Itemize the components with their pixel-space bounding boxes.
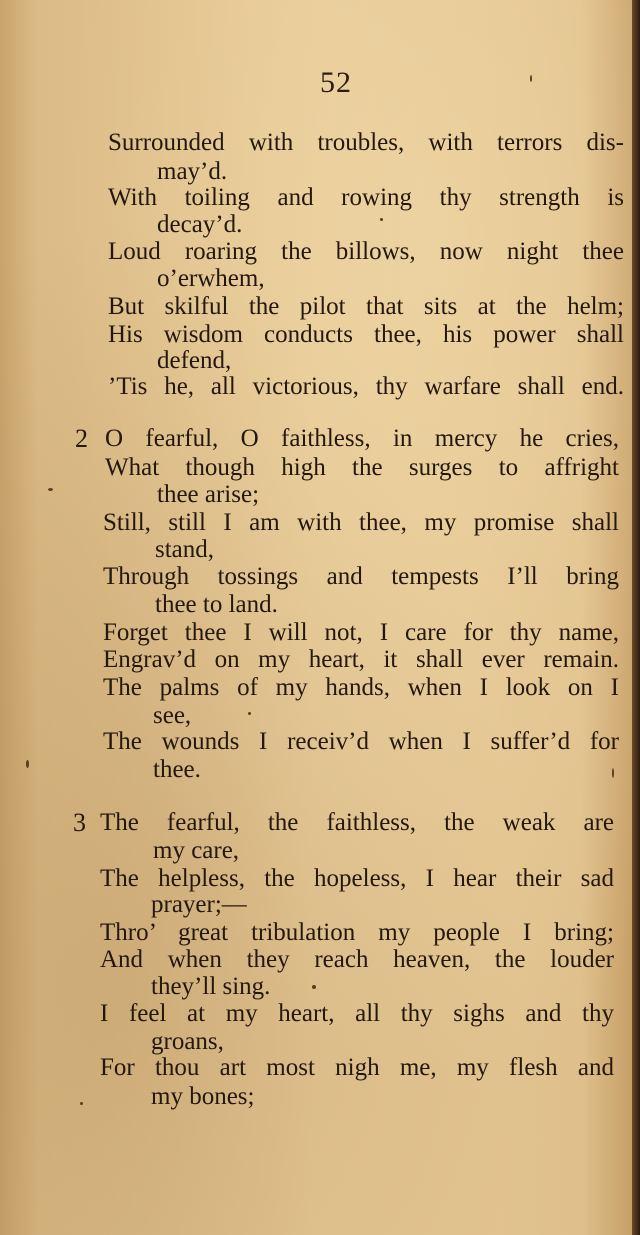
verse-line: they’ll sing. <box>151 973 271 1000</box>
verse-line: His wisdom conducts thee, his power shall <box>108 321 624 348</box>
verse-line: Through tossings and tempests I’ll bring <box>103 563 619 590</box>
paper-speck <box>48 488 53 491</box>
paper-speck <box>530 75 532 82</box>
verse-line: thee to land. <box>155 591 278 618</box>
verse-line: And when they reach heaven, the louder <box>100 946 614 973</box>
verse-line: I feel at my heart, all thy sighs and thy <box>100 1000 614 1027</box>
verse-line: groans, <box>151 1028 224 1055</box>
verse-line: For thou art most nigh me, my flesh and <box>100 1054 614 1081</box>
verse-line: Still, still I am with thee, my promise shall <box>103 509 619 536</box>
paper-speck <box>248 712 251 715</box>
verse-number: 2 <box>75 424 88 453</box>
verse-line: defend, <box>157 347 232 374</box>
verse-line: my bones; <box>151 1083 255 1110</box>
page-edge <box>632 0 640 1235</box>
verse-line: The palms of my hands, when I look on I <box>103 674 619 701</box>
verse-line: Loud roaring the billows, now night thee <box>108 238 624 265</box>
paper-speck <box>612 768 614 778</box>
paper-speck <box>80 1102 83 1105</box>
verse-line: stand, <box>155 536 215 563</box>
verse-line: thee. <box>153 756 201 783</box>
verse-line: What though high the surges to affright <box>105 454 619 481</box>
verse-line: O fearful, O faithless, in mercy he cries, <box>105 425 619 452</box>
verse-line: With toiling and rowing thy strength is <box>108 184 624 211</box>
verse-line: The helpless, the hopeless, I hear their sad <box>100 865 614 892</box>
paper-speck <box>380 218 383 221</box>
verse-line: Thro’ great tribulation my people I bring; <box>100 919 614 946</box>
verse-line: Engrav’d on my heart, it shall ever remain. <box>103 646 619 673</box>
paper-speck <box>26 760 29 768</box>
verse-line: decay’d. <box>157 211 243 238</box>
verse-line: The wounds I receiv’d when I suffer’d for <box>103 728 619 755</box>
verse-number: 3 <box>73 808 86 837</box>
verse-line: prayer;— <box>151 891 247 918</box>
verse-line: But skilful the pilot that sits at the helm; <box>108 293 624 320</box>
verse-line: may’d. <box>157 158 228 185</box>
verse-line: ’Tis he, all victorious, thy warfare shall end. <box>108 373 624 400</box>
verse-line: my care, <box>153 837 240 864</box>
page-number: 52 <box>320 66 352 99</box>
verse-line: Surrounded with troubles, with terrors dis- <box>108 129 624 156</box>
verse-line: The fearful, the faithless, the weak are <box>100 809 614 836</box>
verse-line: Forget thee I will not, I care for thy name, <box>103 619 619 646</box>
paper-speck <box>312 985 316 989</box>
verse-line: thee arise; <box>157 481 260 508</box>
verse-line: see, <box>153 702 192 729</box>
verse-line: o’erwhem, <box>157 265 265 292</box>
